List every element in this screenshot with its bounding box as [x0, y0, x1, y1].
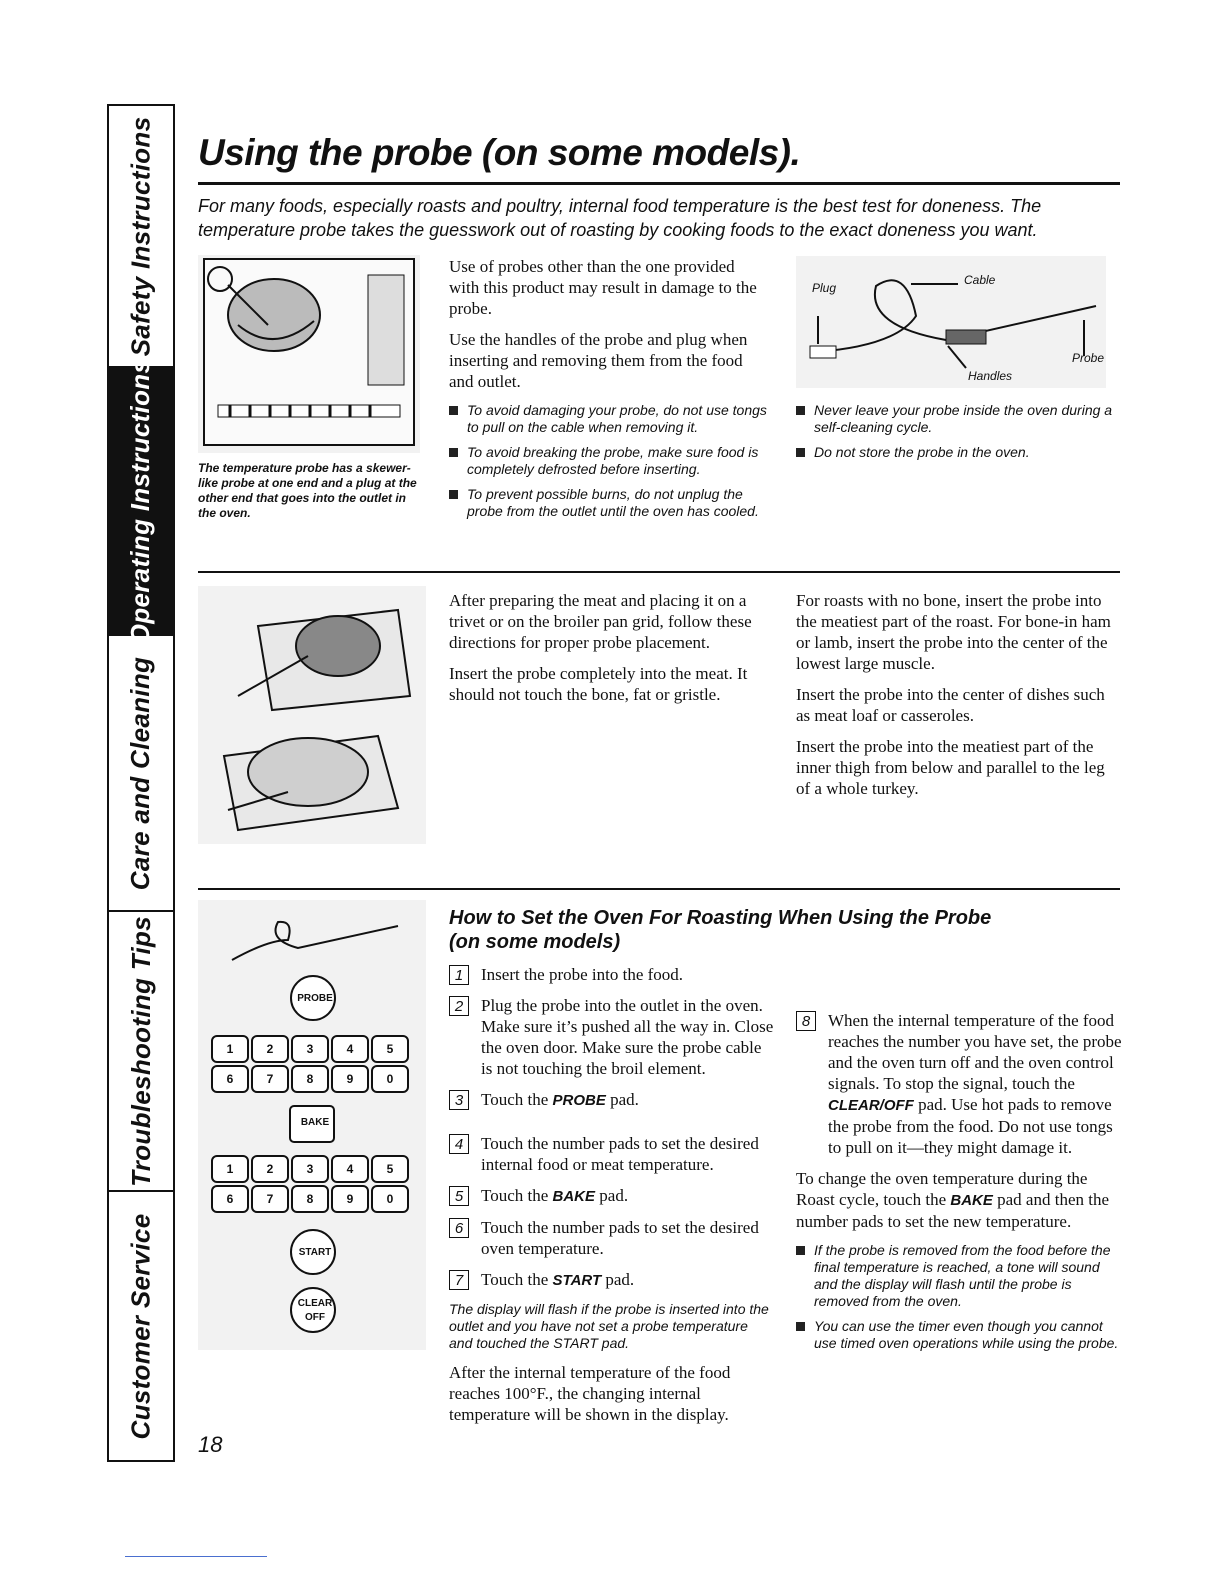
- tab-safety-instructions[interactable]: Safety Instructions: [109, 106, 173, 368]
- oven-probe-illustration: [198, 255, 420, 453]
- cable-label: Cable: [964, 273, 996, 287]
- number-key[interactable]: 9: [346, 1192, 354, 1206]
- step-item: 7 Touch the START pad.: [449, 1269, 774, 1291]
- turkey-paragraph: Insert the probe into the meatiest part of the inner thigh from below and parallel to the leg of a whole turkey.: [796, 737, 1105, 798]
- number-key[interactable]: 0: [386, 1072, 394, 1086]
- probe-label: Probe: [1072, 351, 1105, 365]
- right-column-continued: [796, 1010, 1122, 1360]
- handles-label: Handles: [968, 369, 1013, 383]
- insert-paragraph: Insert the probe completely into the meat. It should not touch the bone, fat or gristle.: [449, 664, 748, 704]
- roast-and-turkey-illustration: [198, 586, 426, 844]
- number-key[interactable]: 1: [226, 1162, 234, 1176]
- bake-key[interactable]: BAKE: [300, 1117, 330, 1128]
- probe-warning-paragraph: Use of probes other than the one provided with this product may result in damage to the probe.: [449, 257, 757, 318]
- footer-line: [125, 1556, 267, 1557]
- flash-note: The display will flash if the probe is inserted into the outlet and you have not set a probe temperature and touched the START pad.: [449, 1301, 769, 1351]
- change-temperature-paragraph: To change the oven temperature during the Roast cycle, touch the BAKE pad and then the number pads to set the new temperature.: [796, 1169, 1110, 1231]
- step-item: 4 Touch the number pads to set the desired internal food or meat temperature.: [449, 1133, 774, 1175]
- roasting-heading: How to Set the Oven For Roasting When Using the Probe (on some models): [449, 907, 992, 953]
- clear-key-label[interactable]: CLEAR: [297, 1298, 333, 1309]
- page-number: 18: [198, 1432, 223, 1457]
- bullet-item: Do not store the probe in the oven.: [796, 444, 1116, 461]
- title-rule: [198, 182, 1120, 185]
- step-item: 5 Touch the BAKE pad.: [449, 1185, 774, 1207]
- probe-key[interactable]: PROBE: [297, 993, 333, 1004]
- tab-operating-instructions[interactable]: Operating Instructions: [109, 368, 173, 636]
- number-key[interactable]: 7: [266, 1072, 274, 1086]
- number-key[interactable]: 7: [266, 1192, 274, 1206]
- side-tab-bar: [107, 104, 175, 1462]
- bullet-item: To avoid breaking the probe, make sure food is completely defrosted before inserting.: [449, 444, 769, 478]
- number-key[interactable]: 1: [226, 1042, 234, 1056]
- bullet-item: Never leave your probe inside the oven during a self-cleaning cycle.: [796, 402, 1116, 436]
- probe-handles-paragraph: Use the handles of the probe and plug when inserting and removing them from the food and outlet.: [449, 330, 748, 391]
- bullet-item: If the probe is removed from the food before the final temperature is reached, a tone will sound and the display will flash until the probe is removed from the oven.: [796, 1242, 1122, 1310]
- number-key[interactable]: 3: [306, 1042, 314, 1056]
- page-title: Using the probe (on some models).: [198, 132, 801, 173]
- step-item: 6 Touch the number pads to set the desired oven temperature.: [449, 1217, 774, 1259]
- number-key[interactable]: 8: [306, 1192, 314, 1206]
- section1-right-bullets: [796, 402, 1116, 469]
- after-paragraph: After the internal temperature of the food reaches 100°F., the changing internal temperature will be shown in the display.: [449, 1363, 731, 1424]
- number-key[interactable]: 4: [346, 1042, 354, 1056]
- casserole-paragraph: Insert the probe into the center of dishes such as meat loaf or casseroles.: [796, 685, 1105, 725]
- tab-customer-service[interactable]: Customer Service: [125, 1213, 156, 1439]
- bullet-item: You can use the timer even though you cannot use timed oven operations while using the probe.: [796, 1318, 1122, 1352]
- start-key[interactable]: START: [298, 1247, 332, 1258]
- section-divider: [198, 571, 1120, 573]
- number-key[interactable]: 5: [386, 1162, 394, 1176]
- number-key[interactable]: 4: [346, 1162, 354, 1176]
- number-key[interactable]: 6: [226, 1192, 234, 1206]
- section2-middle-column: [449, 590, 771, 715]
- number-key[interactable]: 9: [346, 1072, 354, 1086]
- number-key[interactable]: 3: [306, 1162, 314, 1176]
- step-item: 3 Touch the PROBE pad.: [449, 1089, 774, 1111]
- number-key[interactable]: 5: [386, 1042, 394, 1056]
- number-key[interactable]: 8: [306, 1072, 314, 1086]
- intro-text: For many foods, especially roasts and poultry, internal food temperature is the best test for doneness. The temperature probe takes the guesswork out of roasting by cooking foods to the exact doneness you want.: [198, 196, 1042, 240]
- plug-label: Plug: [812, 281, 837, 295]
- section1-middle-column: [449, 256, 769, 528]
- probe-caption: The temperature probe has a skewer-like probe at one end and a plug at the other end that goes into the outlet in the oven.: [198, 461, 417, 520]
- step-item: 2 Plug the probe into the outlet in the oven. Make sure it’s pushed all the way in. Close the oven door. Make sure the probe cable is not touching the broil element.: [449, 995, 774, 1079]
- placement-paragraph: After preparing the meat and placing it on a trivet or on the broiler pan grid, follow these directions for proper probe placement.: [449, 591, 752, 652]
- number-key[interactable]: 2: [266, 1042, 274, 1056]
- tab-troubleshooting-tips[interactable]: Troubleshooting Tips: [109, 912, 173, 1192]
- section-divider: [198, 888, 1120, 890]
- section2-right-column: [796, 590, 1122, 809]
- boneless-paragraph: For roasts with no bone, insert the probe into the meatiest part of the roast. For bone-in ham or lamb, insert the probe into the center of the lowest large muscle.: [796, 591, 1111, 673]
- steps-column: [449, 964, 774, 1435]
- bullet-item: To prevent possible burns, do not unplug the probe from the outlet until the oven has cooled.: [449, 486, 769, 520]
- number-key[interactable]: 6: [226, 1072, 234, 1086]
- bullet-item: To avoid damaging your probe, do not use tongs to pull on the cable when removing it.: [449, 402, 769, 436]
- tab-care-and-cleaning[interactable]: Care and Cleaning: [109, 636, 173, 912]
- off-key-label[interactable]: OFF: [305, 1312, 325, 1323]
- step-item: 8 When the internal temperature of the food reaches the number you have set, the probe and the oven turn off and the oven control signals. To stop the signal, touch the CLEAR/OFF pad. Use hot pads to remove the probe from the food. Do not use tongs to pull on it—they might damage it.: [796, 1010, 1122, 1158]
- step-item: 1 Insert the probe into the food.: [449, 964, 774, 985]
- number-key[interactable]: 0: [386, 1192, 394, 1206]
- number-key[interactable]: 2: [266, 1162, 274, 1176]
- probe-diagram: [796, 256, 1106, 388]
